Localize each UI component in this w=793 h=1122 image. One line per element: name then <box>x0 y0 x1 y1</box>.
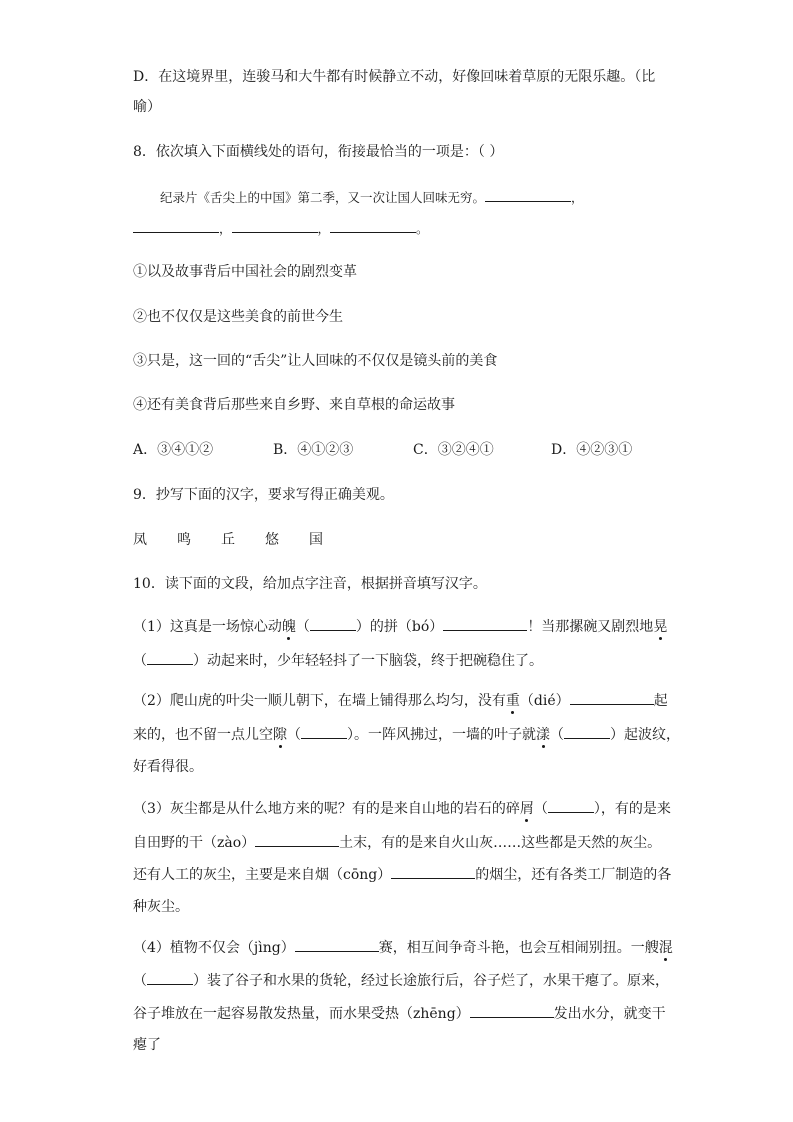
blank <box>147 650 193 665</box>
q10-p3-line4: 种灰尘。 <box>133 899 189 915</box>
dotted-char: 重 <box>505 693 520 709</box>
blank <box>548 798 594 813</box>
q10-stem: 10．读下面的文段，给加点字注音，根据拼音填写汉字。 <box>133 576 487 592</box>
q10-p2-line2: 来的，也不留一点儿空隙（ ）。一阵风拂过，一墙的叶子就漾（ ）起波纹， <box>133 724 680 745</box>
dotted-char: 屑 <box>519 801 534 817</box>
blank <box>310 616 356 631</box>
blank <box>232 218 318 233</box>
q8-quote-line2: ， ， 。 <box>133 218 429 239</box>
q8-item-3: ③只是，这一回的“舌尖”让人回味的不仅仅是镜头前的美食 <box>133 353 498 369</box>
q8-option-a: A．③④①② <box>133 442 214 458</box>
q7-option-d-line2: 喻） <box>133 99 161 115</box>
q8-item-2: ②也不仅仅是这些美食的前世今生 <box>133 309 343 325</box>
blank <box>147 970 193 985</box>
q10-p4-line4: 瘪了 <box>133 1037 161 1053</box>
q8-option-b: B．④①②③ <box>273 442 354 458</box>
q10-p3-line3: 还有人工的灰尘，主要是来自烟（cōng） 的烟尘，还有各类工厂制造的各 <box>133 864 671 885</box>
blank <box>295 937 379 952</box>
q10-p3-line2: 自田野的干（zào） 土末，有的是来自火山灰……这些都是天然的灰尘。 <box>133 832 661 853</box>
q9-chars <box>133 530 353 550</box>
q8-option-d: D．④②③① <box>551 442 633 458</box>
dotted-char: 漾 <box>536 727 550 743</box>
q9-char: 丘 <box>221 532 235 548</box>
blank <box>443 616 527 631</box>
q8-quote-line1: 纪录片《舌尖上的中国》第二季，又一次让国人回味无穷。 ， <box>160 187 584 206</box>
blank <box>255 832 339 847</box>
blank <box>330 218 416 233</box>
blank <box>301 724 347 739</box>
dotted-char: 魄 <box>281 619 296 635</box>
q10-p1-line1: （1）这真是一场惊心动魄（ ）的拼（bó） ！当那摞碗又剧烈地晃 <box>133 616 667 637</box>
q10-p4-line1: （4）植物不仅会（jìng） 赛，相互间争奇斗艳，也会互相闹别扭。一艘混 <box>133 937 673 958</box>
q9-char: 凤 <box>133 532 147 548</box>
q10-p4-line3: 谷子堆放在一起容易散发热量，而水果受热（zhēng） 发出水分，就变干 <box>133 1003 666 1024</box>
dotted-char: 隙 <box>273 727 287 743</box>
q8-stem: 8．依次填入下面横线处的语句，衔接最恰当的一项是：（ ） <box>133 144 504 160</box>
blank <box>470 1003 554 1018</box>
q9-char: 悠 <box>265 532 279 548</box>
q7-option-d-line1: D．在这境界里，连骏马和大牛都有时候静立不动，好像回味着草原的无限乐趣。（比 <box>133 69 656 85</box>
q9-stem: 9．抄写下面的汉字，要求写得正确美观。 <box>133 487 394 503</box>
q10-p1-line2: （ ）动起来时，少年轻轻抖了一下脑袋，终于把碗稳住了。 <box>133 650 543 671</box>
q9-char: 国 <box>309 532 323 548</box>
dotted-char: 混 <box>658 940 673 956</box>
q8-quote-text: 纪录片《舌尖上的中国》第二季，又一次让国人回味无穷。 <box>160 190 486 205</box>
q8-option-c: C．③②④① <box>413 442 494 458</box>
q8-item-4: ④还有美食背后那些来自乡野、来自草根的命运故事 <box>133 397 455 413</box>
q10-p2-line3: 好看得很。 <box>133 759 203 775</box>
blank <box>564 724 610 739</box>
blank <box>133 218 219 233</box>
q10-p2-line1: （2）爬山虎的叶尖一顺儿朝下，在墙上铺得那么均匀，没有重（dié） 起 <box>133 690 668 711</box>
q8-options <box>133 440 632 460</box>
q10-p3-line1: （3）灰尘都是从什么地方来的呢？有的是来自山地的岩石的碎屑（ ），有的是来 <box>133 798 671 819</box>
q8-item-1: ①以及故事背后中国社会的剧烈变革 <box>133 264 357 280</box>
q10-p4-line2: （ ）装了谷子和水果的货轮，经过长途旅行后，谷子烂了，水果干瘪了。原来， <box>133 970 669 991</box>
blank <box>570 690 654 705</box>
dotted-char: 晃 <box>653 619 668 635</box>
blank <box>391 864 475 879</box>
q9-char: 鸣 <box>177 532 191 548</box>
blank <box>485 187 571 202</box>
